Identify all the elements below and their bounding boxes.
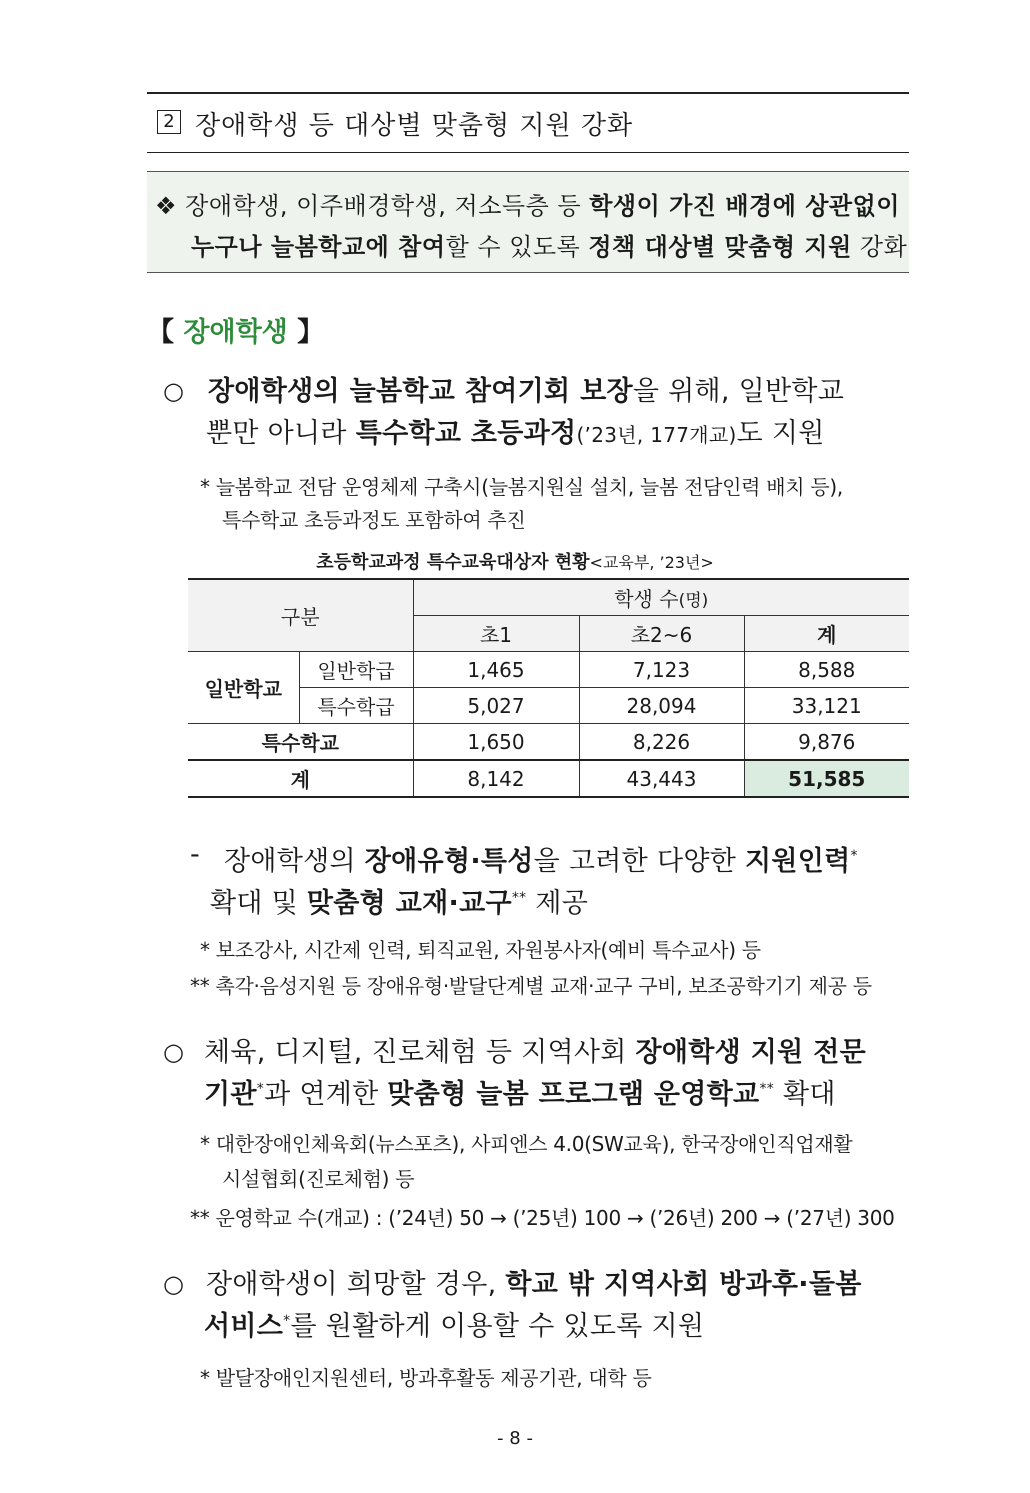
bullet-emphasis: 맞춤형 늘봄 프로그램 운영학교 [387, 1079, 760, 1110]
cell: 8,226 [579, 724, 744, 761]
section-number: 2 [157, 110, 181, 134]
subsection-label: 장애학생 [183, 317, 288, 348]
row-special-class: 특수학급 [299, 688, 413, 724]
bullet-parenthetical: (’23년, 177개교) [576, 423, 737, 447]
row-general-school: 일반학교 [188, 652, 299, 724]
summary-line-2 [191, 227, 907, 262]
section-title: 장애학생 등 대상별 맞춤형 지원 강화 [195, 111, 634, 141]
header-students-label: 학생 수 [614, 587, 679, 611]
row-special-school: 특수학교 [188, 724, 413, 761]
bullet-2-note-1: * 대한장애인체육회(뉴스포츠), 사피엔스 4.0(SW교육), 한국장애인직업재활 [200, 1132, 853, 1156]
cell: 5,027 [413, 688, 579, 724]
bullet-2-note-3: ** 운영학교 수(개교) : (’24년) 50 → (’25년) 100 → (’26년) 200 → (’27년) 300 [190, 1206, 895, 1230]
bullet-emphasis: 장애학생의 늘봄학교 참여기회 보장 [208, 376, 633, 407]
circle-bullet-icon: ○ [163, 377, 184, 405]
cell: 7,123 [579, 652, 744, 688]
cell: 1,465 [413, 652, 579, 688]
row-total: 계 [188, 760, 413, 797]
bullet-3-line-2 [204, 1304, 704, 1343]
bullet-2-line-1 [204, 1030, 866, 1069]
statistics-table [188, 578, 909, 798]
header-category: 구분 [188, 579, 413, 652]
bullet-emphasis: 학교 밖 지역사회 방과후·돌봄 [505, 1269, 862, 1300]
bullet-1-line-1 [208, 369, 844, 408]
bullet-emphasis: 기관 [204, 1079, 257, 1110]
bullet-2-line-2 [204, 1072, 836, 1111]
summary-emphasis: 정책 대상별 맞춤형 지원 [588, 233, 852, 261]
bracket-close: 】 [297, 317, 325, 348]
bullet-text: 확대 및 [210, 888, 307, 919]
header-grade-2-6: 초2~6 [579, 616, 744, 652]
summary-text: 강화 [851, 233, 908, 261]
bullet-text: 를 원활하게 이용할 수 있도록 지원 [290, 1311, 705, 1342]
footnote-mark: ** [759, 1081, 775, 1097]
header-grade-1: 초1 [413, 616, 579, 652]
cell: 1,650 [413, 724, 579, 761]
page-number: - 8 - [497, 1428, 533, 1449]
cell: 43,443 [579, 760, 744, 797]
bullet-text: 제공 [526, 888, 589, 919]
bullet-1-line-2 [206, 411, 825, 450]
circle-bullet-icon: ○ [163, 1038, 184, 1066]
bullet-1-note-1: * 늘봄학교 전담 운영체제 구축시(늘봄지원실 설치, 늘봄 전담인력 배치 등), [200, 475, 843, 499]
summary-text: 할 수 있도록 [445, 233, 589, 261]
table-caption-title: 초등학교과정 특수교육대상자 현황 [316, 552, 590, 573]
cell: 9,876 [744, 724, 909, 761]
header-total: 계 [744, 616, 909, 652]
cell: 8,588 [744, 652, 909, 688]
footnote-mark: * [850, 848, 858, 864]
sub-bullet-line-1 [224, 839, 858, 878]
bullet-emphasis: 지원인력 [744, 846, 851, 877]
bullet-text: 과 연계한 [264, 1079, 388, 1110]
section-header [147, 92, 909, 153]
bullet-emphasis: 서비스 [204, 1311, 284, 1342]
bullet-emphasis: 맞춤형 교재·교구 [306, 888, 512, 919]
bullet-text: 장애학생이 희망할 경우, [206, 1269, 506, 1300]
summary-line-1 [155, 186, 900, 221]
table-caption [0, 548, 1030, 574]
table-row-total [188, 760, 909, 797]
footnote-mark: * [256, 1081, 265, 1097]
table-row [188, 724, 909, 761]
cell: 33,121 [744, 688, 909, 724]
bullet-3-line-1 [206, 1262, 862, 1301]
bullet-2-note-2: 시설협회(진로체험) 등 [222, 1167, 415, 1191]
summary-text: 장애학생, 이주배경학생, 저소득층 등 [185, 192, 590, 220]
bullet-emphasis: 장애학생 지원 전문 [635, 1037, 866, 1068]
header-students [413, 579, 909, 616]
cell: 8,142 [413, 760, 579, 797]
circle-bullet-icon: ○ [163, 1270, 184, 1298]
bullet-1-note-2: 특수학교 초등과정도 포함하여 추진 [222, 508, 526, 532]
sub-bullet-line-2 [210, 881, 588, 920]
dash-bullet-icon: - [190, 839, 201, 870]
bullet-emphasis: 특수학교 초등과정 [355, 418, 577, 449]
bullet-text: 체육, 디지털, 진로체험 등 지역사회 [204, 1037, 636, 1068]
bracket-open: 【 [147, 317, 174, 348]
bullet-3-note-1: * 발달장애인지원센터, 방과후활동 제공기관, 대학 등 [200, 1366, 652, 1390]
summary-emphasis: 학생이 가진 배경에 상관없이 [589, 192, 900, 220]
bullet-text: 을 고려한 다양한 [533, 846, 745, 877]
header-unit: (명) [678, 591, 709, 611]
bullet-text: 뿐만 아니라 [206, 418, 356, 449]
table-row [188, 652, 909, 688]
sub-bullet-note-1: * 보조강사, 시간제 인력, 퇴직교원, 자원봉사자(예비 특수교사) 등 [200, 938, 761, 962]
grand-total-cell: 51,585 [744, 760, 909, 797]
footnote-mark: * [283, 1313, 291, 1329]
bullet-text: 확대 [774, 1079, 836, 1110]
bullet-text: 도 지원 [736, 418, 825, 449]
row-regular-class: 일반학급 [299, 652, 413, 688]
summary-box [147, 171, 909, 273]
diamond-bullet-icon: ❖ [155, 192, 178, 220]
bullet-text: 을 위해, 일반학교 [632, 376, 845, 407]
bullet-emphasis: 장애유형·특성 [364, 846, 534, 877]
table-caption-source: <교육부, ’23년> [589, 553, 714, 572]
sub-bullet-note-2: ** 촉각·음성지원 등 장애유형·발달단계별 교재·교구 구비, 보조공학기기 제공 등 [190, 974, 872, 998]
subsection-heading [147, 310, 324, 349]
cell: 28,094 [579, 688, 744, 724]
bullet-text: 장애학생의 [224, 846, 365, 877]
summary-emphasis: 누구나 늘봄학교에 참여 [191, 233, 446, 261]
footnote-mark: ** [511, 890, 527, 906]
